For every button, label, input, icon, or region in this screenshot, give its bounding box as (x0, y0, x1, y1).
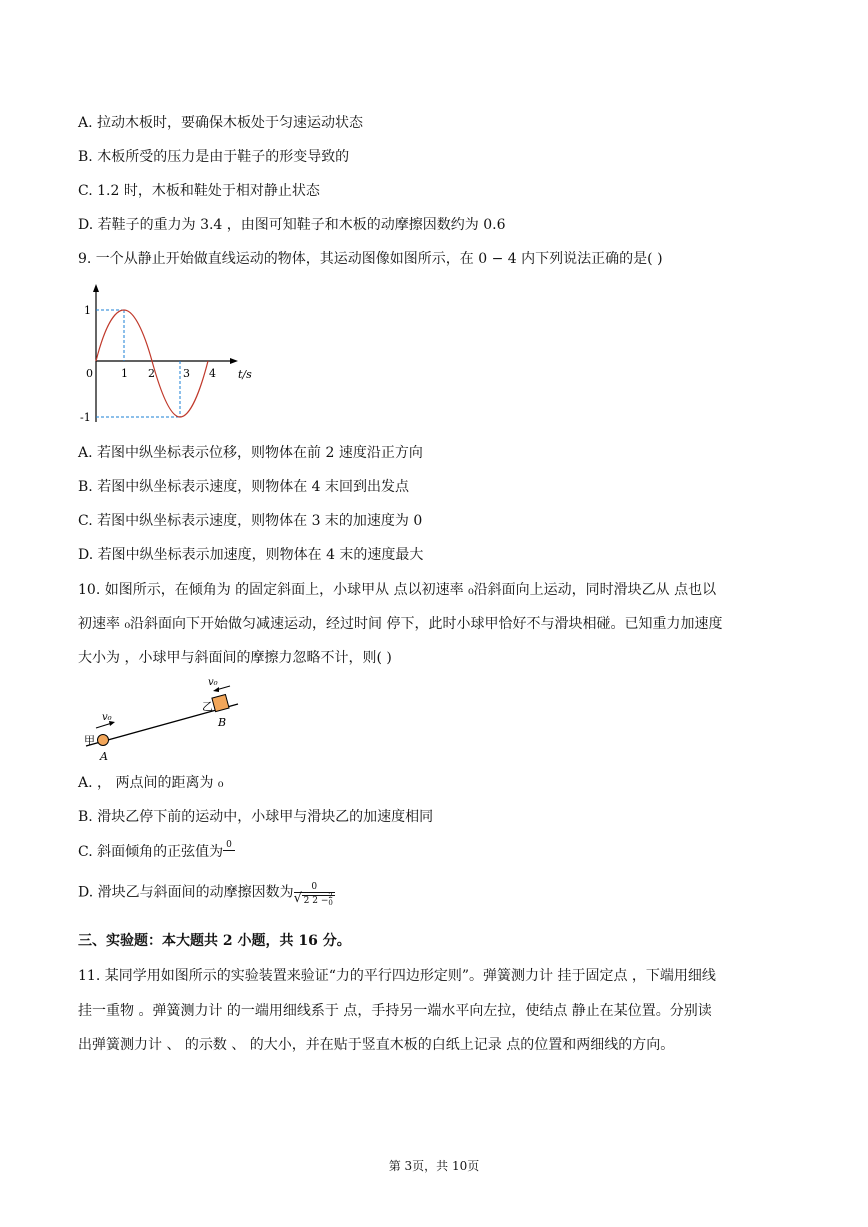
q10-option-d-fraction (294, 882, 335, 907)
q9-option-b: B. 若图中纵坐标表示速度，则物体在 4 末回到出发点 (78, 479, 409, 495)
q10-option-d-den-sub2: 0 (328, 899, 333, 907)
q9-option-a: A. 若图中纵坐标表示位移，则物体在前 2 速度沿正方向 (78, 445, 423, 461)
q9-y-tick-neg1: -1 (80, 411, 91, 424)
q10-option-d-denominator (294, 893, 335, 907)
q10-option-a: A. ， 两点间的距离为 ₀ (78, 775, 224, 791)
sqrt-icon: √ (293, 891, 302, 906)
q10-figure (78, 672, 258, 764)
q10-label-a: A (100, 750, 108, 763)
q10-stem-line2: 初速率 ₀沿斜面向下开始做匀减速运动，经过时间 停下，此时小球甲恰好不与滑块相碰。已知重力加速度 (78, 616, 723, 632)
q9-option-c: C. 若图中纵坐标表示速度，则物体在 3 末的加速度为 0 (78, 513, 423, 529)
q9-x-tick-0: 0 (86, 367, 93, 380)
q10-option-c-fraction (223, 841, 235, 851)
q10-label-b: B (218, 716, 227, 729)
q8-option-d: D. 若鞋子的重力为 3.4 ，由图可知鞋子和木板的动摩擦因数约为 0.6 (78, 217, 506, 233)
q11-line1: 11. 某同学用如图所示的实验装置来验证“力的平行四边形定则”。弹簧测力计 挂于固定点 ，下端用细线 (78, 968, 716, 984)
q10-label-yi: 乙 (202, 700, 213, 713)
q10-label-v0-top: v₀ (208, 677, 218, 688)
q11-line3: 出弹簧测力计 、 的示数 、 的大小，并在贴于竖直木板的白纸上记录 点的位置和两细线的方向。 (78, 1037, 675, 1053)
q10-stem-line1: 10. 如图所示，在倾角为 的固定斜面上，小球甲从 点以初速率 ₀沿斜面向上运动，同时滑块乙从 点也以 (78, 582, 717, 598)
q10-ball-jia (98, 735, 109, 746)
q10-option-d (78, 880, 335, 905)
q10-option-d-den-sub1: 2 (328, 892, 333, 900)
q10-label-v0-left: v₀ (102, 712, 112, 723)
q9-x-tick-4: 4 (209, 367, 216, 380)
q10-option-c-text: C. 斜面倾角的正弦值为 (78, 844, 224, 860)
q9-x-tick-2: 2 (148, 367, 155, 380)
q8-option-b: B. 木板所受的压力是由于鞋子的形变导致的 (78, 149, 350, 165)
q9-sine-curve (96, 310, 208, 417)
q9-x-tick-1: 1 (121, 367, 128, 380)
q9-x-tick-3: 3 (183, 367, 190, 380)
q10-stem-line3: 大小为 ，小球甲与斜面间的摩擦力忽略不计，则( ) (78, 650, 392, 666)
q10-option-d-numerator: 0 (294, 882, 335, 893)
q10-option-b: B. 滑块乙停下前的运动中，小球甲与滑块乙的加速度相同 (78, 809, 434, 825)
q10-block-yi (212, 694, 229, 711)
q9-x-axis-arrow (230, 358, 238, 364)
q8-option-a: A. 拉动木板时，要确保木板处于匀速运动状态 (78, 115, 364, 131)
q9-graph (78, 282, 268, 432)
q10-option-c (78, 842, 235, 862)
q10-label-jia: 甲 (84, 734, 95, 747)
q9-option-d: D. 若图中纵坐标表示加速度，则物体在 4 末的速度最大 (78, 547, 424, 563)
page-footer: 第 3页，共 10页 (388, 1159, 480, 1173)
q9-stem: 9. 一个从静止开始做直线运动的物体，其运动图像如图所示，在 0 − 4 内下列说法正确的是( ) (78, 251, 663, 267)
section3-title: 三、实验题：本大题共 2 小题，共 16 分。 (78, 933, 351, 949)
q9-y-axis-arrow (93, 284, 99, 292)
q9-x-axis-label: t/s (238, 368, 252, 381)
q10-option-c-numerator: 0 (223, 841, 235, 851)
q10-option-d-den-main: 2 2 − (303, 895, 329, 906)
q10-option-d-text: D. 滑块乙与斜面间的动摩擦因数为 (78, 884, 294, 901)
q9-y-tick-1: 1 (84, 304, 91, 317)
q11-line2: 挂一重物 。弹簧测力计 的一端用细线系于 点，手持另一端水平向左拉，使结点 静止在某位置。分别读 (78, 1003, 712, 1019)
q8-option-c: C. 1.2 时，木板和鞋处于相对静止状态 (78, 183, 320, 199)
